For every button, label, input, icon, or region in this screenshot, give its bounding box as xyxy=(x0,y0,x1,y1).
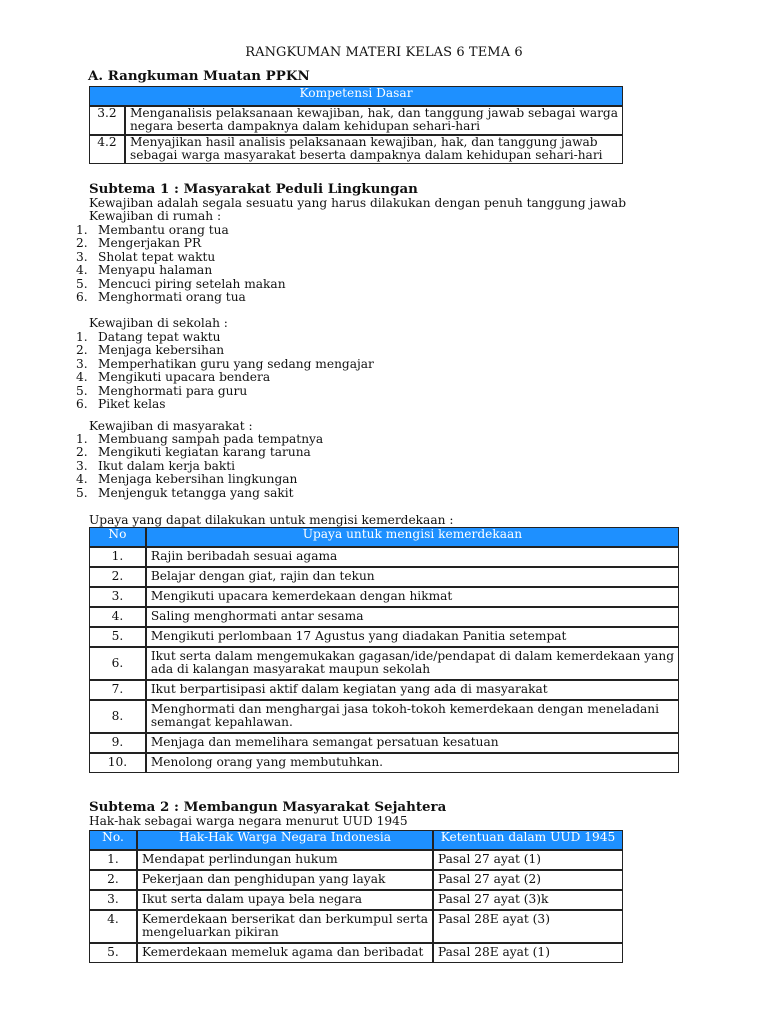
list-item: 2. Menjaga kebersihan xyxy=(76,343,225,358)
table-row xyxy=(89,607,679,627)
list-item: 6. Menghormati orang tua xyxy=(76,289,246,304)
upaya-label: Upaya yang dapat dilakukan untuk mengisi kemerdekaan : xyxy=(89,513,454,527)
kewajiban-sekolah-list xyxy=(76,331,374,411)
upaya-text: semangat kepahlawan. xyxy=(150,715,293,730)
table-row xyxy=(89,627,679,647)
list-item: 5. Mencuci piring setelah makan xyxy=(76,276,286,291)
upaya-col-no: No xyxy=(89,527,146,547)
upaya-text: Mengikuti perlombaan 17 Agustus yang diadakan Panitia setempat xyxy=(146,627,679,647)
uud-text: Pasal 28E ayat (3) xyxy=(433,910,623,943)
row-number: 2. xyxy=(89,870,137,890)
list-item: 3. Sholat tepat waktu xyxy=(76,249,216,264)
subtema-2-heading: Subtema 2 : Membangun Masyarakat Sejahtera xyxy=(89,799,447,815)
kd-text: negara beserta dampaknya dalam kehidupan sehari-hari xyxy=(129,119,481,134)
kd-text: Menyajikan hasil analisis pelaksanaan kewajiban, hak, dan tanggung jawab xyxy=(129,134,598,149)
table-row xyxy=(89,700,679,733)
kewajiban-rumah-label: Kewajiban di rumah : xyxy=(89,209,222,223)
hak-text: Kemerdekaan berserikat dan berkumpul serta xyxy=(142,912,428,926)
list-item: 2. Mengikuti kegiatan karang taruna xyxy=(76,445,311,460)
upaya-text: Rajin beribadah sesuai agama xyxy=(146,547,679,567)
row-number: 5. xyxy=(89,943,137,963)
row-number: 1. xyxy=(89,850,137,870)
table-row xyxy=(89,943,623,963)
uud-text: Pasal 27 ayat (1) xyxy=(433,850,623,870)
row-number: 7. xyxy=(89,680,146,700)
table-row xyxy=(89,567,679,587)
row-number: 9. xyxy=(89,733,146,753)
uud-text: Pasal 28E ayat (1) xyxy=(433,943,623,963)
upaya-col-upaya: Upaya untuk mengisi kemerdekaan xyxy=(146,527,679,547)
list-item: 6. Piket kelas xyxy=(76,396,166,411)
hak-text: mengeluarkan pikiran xyxy=(142,925,279,940)
list-item: 2. Mengerjakan PR xyxy=(76,236,202,251)
list-item: 1. Membantu orang tua xyxy=(76,223,229,237)
upaya-text: Saling menghormati antar sesama xyxy=(146,607,679,627)
hak-text: Pekerjaan dan penghidupan yang layak xyxy=(137,870,433,890)
kd-number: 3.2 xyxy=(89,106,125,135)
hak-col-hak: Hak-Hak Warga Negara Indonesia xyxy=(137,830,433,850)
upaya-text: Menolong orang yang membutuhkan. xyxy=(146,753,679,773)
list-item: 4. Menyapu halaman xyxy=(76,263,213,278)
row-number: 4. xyxy=(89,910,137,943)
row-number: 8. xyxy=(89,700,146,733)
upaya-text: Mengikuti upacara kemerdekaan dengan hikmat xyxy=(146,587,679,607)
row-number: 5. xyxy=(89,627,146,647)
list-item: 4. Menjaga kebersihan lingkungan xyxy=(76,472,298,487)
upaya-text: Menjaga dan memelihara semangat persatuan kesatuan xyxy=(146,733,679,753)
list-item: 3. Ikut dalam kerja bakti xyxy=(76,458,236,473)
row-number: 1. xyxy=(89,547,146,567)
upaya-table xyxy=(89,527,679,773)
upaya-text: Menghormati dan menghargai jasa tokoh-tokoh kemerdekaan dengan meneladani xyxy=(150,701,660,716)
uud-text: Pasal 27 ayat (2) xyxy=(433,870,623,890)
upaya-text: ada di kalangan masyarakat maupun sekolah xyxy=(150,662,431,677)
hak-table xyxy=(89,830,623,963)
row-number: 6. xyxy=(89,647,146,680)
subtema-1-heading: Subtema 1 : Masyarakat Peduli Lingkungan xyxy=(89,181,418,197)
table-row xyxy=(89,547,679,567)
table-row xyxy=(89,870,623,890)
row-number: 4. xyxy=(89,607,146,627)
kewajiban-rumah-list xyxy=(76,224,286,304)
kd-text: Menganalisis pelaksanaan kewajiban, hak, dan tanggung jawab sebagai warga xyxy=(129,106,618,120)
hak-col-no: No. xyxy=(89,830,137,850)
kewajiban-sekolah-label: Kewajiban di sekolah : xyxy=(89,316,228,330)
hak-intro: Hak-hak sebagai warga negara menurut UUD 1945 xyxy=(89,814,408,828)
kd-table-header: Kompetensi Dasar xyxy=(89,86,623,106)
table-row xyxy=(89,850,623,870)
kompetensi-dasar-table xyxy=(89,86,623,164)
hak-text: Mendapat perlindungan hukum xyxy=(137,850,433,870)
hak-text: Ikut serta dalam upaya bela negara xyxy=(137,890,433,910)
kewajiban-definition: Kewajiban adalah segala sesuatu yang harus dilakukan dengan penuh tanggung jawab xyxy=(89,196,627,210)
upaya-text: Belajar dengan giat, rajin dan tekun xyxy=(146,567,679,587)
hak-text: Kemerdekaan memeluk agama dan beribadat xyxy=(137,943,433,963)
table-row xyxy=(89,680,679,700)
table-row xyxy=(89,106,623,135)
list-item: 3. Memperhatikan guru yang sedang mengajar xyxy=(76,356,374,371)
table-row xyxy=(89,753,679,773)
kewajiban-masyarakat-label: Kewajiban di masyarakat : xyxy=(89,419,253,433)
upaya-text: Ikut berpartisipasi aktif dalam kegiatan yang ada di masyarakat xyxy=(146,680,679,700)
row-number: 3. xyxy=(89,890,137,910)
page-title: RANGKUMAN MATERI KELAS 6 TEMA 6 xyxy=(245,45,523,60)
table-row xyxy=(89,910,623,943)
list-item: 5. Menghormati para guru xyxy=(76,383,248,398)
table-row xyxy=(89,135,623,164)
list-item: 5. Menjenguk tetangga yang sakit xyxy=(76,485,294,500)
uud-text: Pasal 27 ayat (3)k xyxy=(433,890,623,910)
list-item: 1. Membuang sampah pada tempatnya xyxy=(76,432,324,446)
table-row xyxy=(89,733,679,753)
list-item: 4. Mengikuti upacara bendera xyxy=(76,370,271,385)
hak-col-uud: Ketentuan dalam UUD 1945 xyxy=(433,830,623,850)
kd-text: sebagai warga masyarakat beserta dampaknya dalam kehidupan sehari-hari xyxy=(129,148,603,163)
kewajiban-masyarakat-list xyxy=(76,433,323,500)
section-a-heading: A. Rangkuman Muatan PPKN xyxy=(88,68,310,84)
kd-number: 4.2 xyxy=(89,135,125,164)
upaya-text: Ikut serta dalam mengemukakan gagasan/ide/pendapat di dalam kemerdekaan yang xyxy=(150,649,674,663)
list-item: 1. Datang tepat waktu xyxy=(76,330,221,344)
row-number: 10. xyxy=(89,753,146,773)
table-row xyxy=(89,587,679,607)
row-number: 2. xyxy=(89,567,146,587)
row-number: 3. xyxy=(89,587,146,607)
table-row xyxy=(89,890,623,910)
table-row xyxy=(89,647,679,680)
